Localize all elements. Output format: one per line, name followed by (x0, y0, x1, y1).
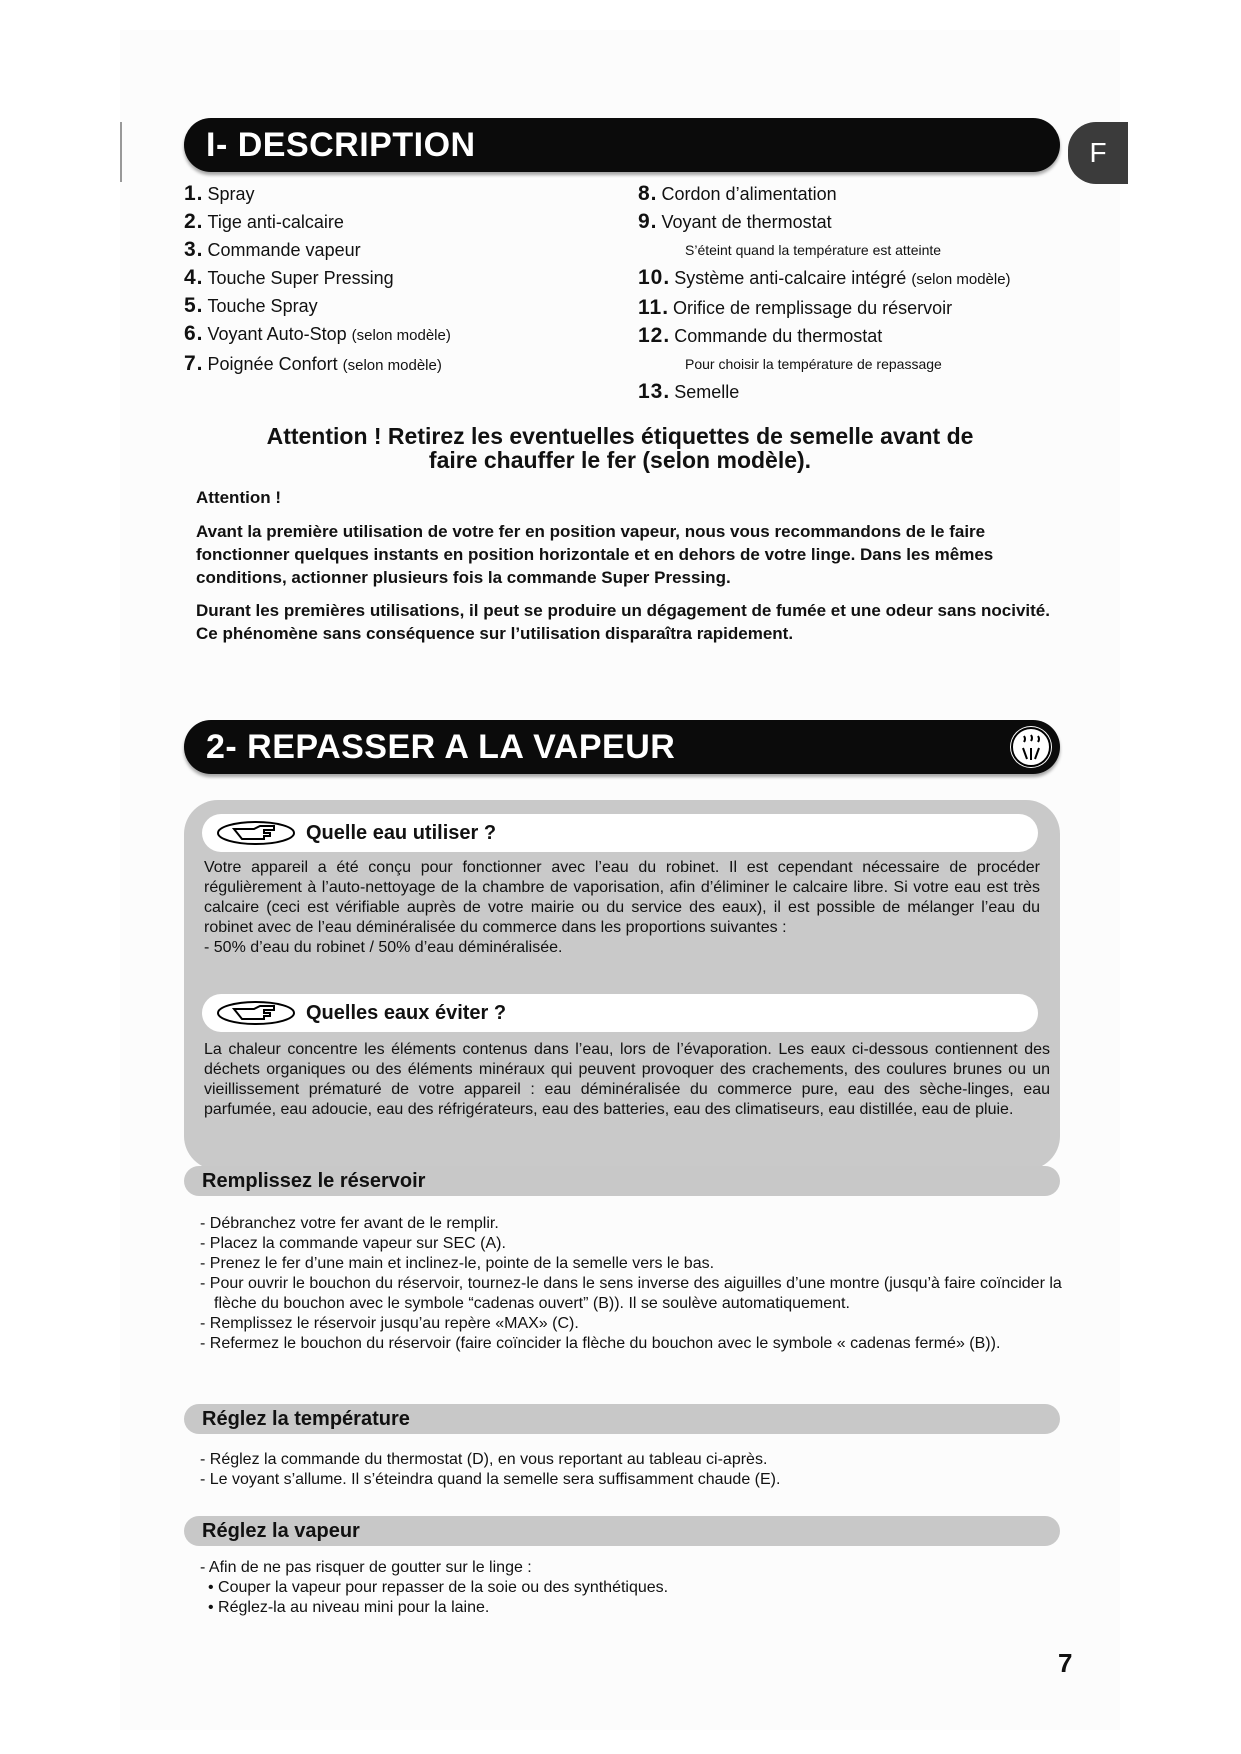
list-item-note: S’éteint quand la température est atteinte (685, 242, 942, 258)
language-tab: F (1068, 122, 1128, 184)
list-item: 3. Commande vapeur (184, 238, 361, 261)
list-item: - Réglez la commande du thermostat (D), en vous reportant au tableau ci-après. (200, 1451, 768, 1468)
steam-heading: Réglez la vapeur (184, 1516, 1060, 1546)
list-item: - Pour ouvrir le bouchon du réservoir, tournez-le dans le sens inverse des aiguilles d’une montre (jusqu’à faire coïncider la flèche du bouchon avec le symbole “cadenas ouvert” (B)). Il se soulève automatiquement. (200, 1275, 1062, 1312)
list-item: 10. Système anti-calcaire intégré (selon modèle) (638, 266, 1011, 289)
pointing-hand-icon (216, 1000, 296, 1031)
page-number: 7 (1058, 1648, 1073, 1678)
list-item: - Le voyant s’allume. Il s’éteindra quand la semelle sera suffisamment chaude (E). (200, 1471, 781, 1488)
list-item: 5. Touche Spray (184, 294, 318, 317)
water-question-header (202, 814, 1038, 852)
list-item: 8. Cordon d’alimentation (638, 182, 837, 205)
avoid-question-label: Quelles eaux éviter ? (306, 1002, 507, 1024)
list-item: - Remplissez le réservoir jusqu’au repère «MAX» (C). (200, 1315, 579, 1332)
list-item: - Placez la commande vapeur sur SEC (A). (200, 1235, 506, 1252)
warning-title: Attention ! Retirez les eventuelles étiquettes de semelle avant de faire chauffer le fer (selon modèle). (266, 423, 974, 473)
warning-paragraph-1: Avant la première utilisation de votre fer en position vapeur, nous vous recommandons de le faire fonctionner quelques instants en position horizontale et en dehors de votre linge. Dans les mêmes conditions, actionner plusieurs fois la commande Super Pressing. (196, 522, 994, 587)
list-item: 11. Orifice de remplissage du réservoir (638, 296, 953, 319)
list-item: • Réglez-la au niveau mini pour la laine. (208, 1599, 490, 1616)
list-item: 2. Tige anti-calcaire (184, 210, 344, 233)
list-item: • Couper la vapeur pour repasser de la soie ou des synthétiques. (208, 1579, 669, 1596)
attention-label: Attention ! (196, 488, 281, 507)
avoid-explanation: La chaleur concentre les éléments contenus dans l’eau, lors de l’évaporation. Les eaux ci-dessous contiennent des déchets organiques ou des éléments minéraux qui peuvent provoquer des crachements, des coulures brunes ou un vieillissement prématuré de votre appareil : eau déminéralisée du commerce pure, eau des sèche-linges, eau parfumée, eau adoucie, eau des réfrigérateurs, eau des batteries, eau des climatiseurs, eau distillée, eau de pluie. (204, 1041, 1050, 1118)
section-2-title: 2- REPASSER A LA VAPEUR (206, 728, 676, 766)
description-list-right (638, 180, 1011, 406)
list-item: 4. Touche Super Pressing (184, 266, 394, 289)
pointing-hand-icon (216, 820, 296, 851)
margin-line (120, 122, 122, 182)
fill-reservoir-steps (184, 1214, 1064, 1354)
list-item: 9. Voyant de thermostat (638, 210, 832, 233)
section-2-header (184, 720, 1060, 774)
water-explanation: Votre appareil a été conçu pour fonctionner avec l’eau du robinet. Il est cependant nécessaire de procéder régulièrement à l’auto-nettoyage de la chambre de vaporisation, afin d’éliminer le calcaire libre. Si votre eau est très calcaire (ceci est vérifiable auprès de votre mairie ou du service des eaux), il est possible de mélanger l’eau du robinet avec de l’eau déminéralisée du commerce dans les proportions suivantes : - 50% d’eau du robinet / 50% d’eau déminéralisée. (204, 859, 1040, 956)
list-item: 13. Semelle (638, 380, 740, 403)
steam-icon (1010, 726, 1052, 768)
fill-reservoir-heading: Remplissez le réservoir (184, 1166, 1060, 1196)
water-question-label: Quelle eau utiliser ? (306, 822, 497, 844)
temperature-heading: Réglez la température (184, 1404, 1060, 1434)
section-1-title: I- DESCRIPTION (206, 126, 476, 164)
list-item: 12. Commande du thermostat (638, 324, 883, 347)
list-item: 1. Spray (184, 182, 255, 205)
description-list-left (184, 180, 451, 380)
list-item: - Refermez le bouchon du réservoir (faire coïncider la flèche du bouchon avec le symbole « cadenas fermé» (B)). (200, 1335, 1001, 1352)
warning-paragraph-2: Durant les premières utilisations, il peut se produire un dégagement de fumée et une odeur sans nocivité. Ce phénomène sans conséquence sur l’utilisation disparaîtra rapidement. (196, 601, 1050, 643)
temperature-steps (184, 1450, 1064, 1490)
list-item: 6. Voyant Auto-Stop (selon modèle) (184, 322, 451, 345)
list-item: - Afin de ne pas risquer de goutter sur le linge : (200, 1559, 532, 1576)
list-item-note: Pour choisir la température de repassage (685, 356, 942, 372)
list-item: - Débranchez votre fer avant de le remplir. (200, 1215, 499, 1232)
list-item: - Prenez le fer d’une main et inclinez-le, pointe de la semelle vers le bas. (200, 1255, 715, 1272)
section-1-header (184, 118, 1060, 172)
list-item: 7. Poignée Confort (selon modèle) (184, 352, 442, 375)
avoid-question-header (202, 994, 1038, 1032)
steam-steps (184, 1558, 1064, 1618)
